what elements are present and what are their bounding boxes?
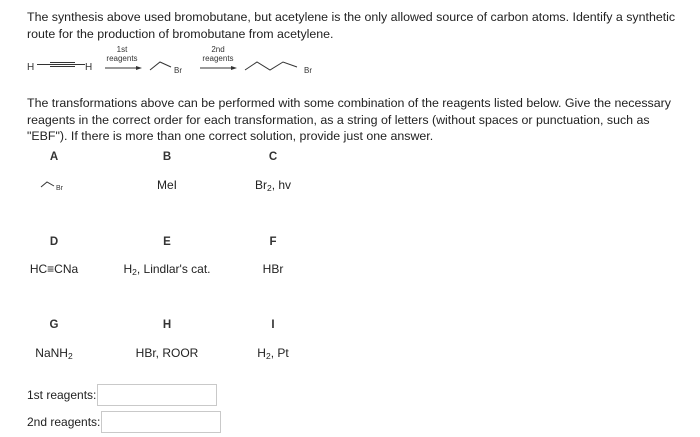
reaction-scheme (0, 0, 700, 90)
second-reagents-input[interactable] (101, 411, 221, 433)
reagent-d: HC≡CNa (29, 262, 79, 276)
reaction-arrow-2-head (231, 66, 237, 70)
bromobutane-skeleton (245, 62, 297, 70)
triple-bond (37, 63, 75, 67)
reagent-a-structure (38, 175, 78, 195)
transformations-instructions: The transformations above can be performed with some combination of the reagents listed below. Give the necessary reagents in the correct order for each transformation, as a string of letters (without spaces or punctuation, such as "EBF"). If there is more than one correct solution, provide just one answer. (27, 96, 671, 143)
arrow2-step: 2nd (211, 45, 225, 54)
product-br: Br (304, 66, 312, 75)
reagent-letter-h: H (162, 319, 172, 331)
reagent-letter-b: B (162, 151, 172, 163)
reagent-h: HBr, ROOR (135, 346, 199, 360)
intermediate-br: Br (174, 66, 182, 75)
reagent-letter-a: A (49, 151, 59, 163)
reagent-letter-c: C (268, 151, 278, 163)
reagent-letter-f: F (269, 236, 277, 248)
second-reagents-label: 2nd reagents: (27, 415, 101, 429)
arrow1-step: 1st (116, 45, 128, 54)
bromoethane-skeleton (150, 62, 171, 70)
reagent-letter-i: I (271, 319, 275, 331)
first-reagents-label: 1st reagents: (27, 388, 97, 402)
reagent-f: HBr (262, 262, 284, 276)
arrow1-label: reagents (106, 54, 138, 63)
question-intro: The synthesis above used bromobutane, but acetylene is the only allowed source of carbon atoms. Identify a synthetic route for the production of bromobutane from acetylene. (27, 10, 676, 41)
reagent-g: NaNH$_2$ (35, 346, 73, 361)
reagent-e: $H_2$, Lindlar's cat. (123, 262, 211, 277)
reagent-letter-g: G (49, 319, 59, 331)
reaction-arrow-1-head (136, 66, 142, 70)
reagent-letter-d: D (49, 236, 59, 248)
reagent-letter-e: E (163, 236, 171, 248)
reagent-c: $Br_2$, hv (254, 178, 292, 193)
arrow2-label: reagents (202, 54, 234, 63)
reagent-b: MeI (156, 178, 177, 192)
acetylene-h-right: H (85, 62, 93, 73)
first-reagents-input[interactable] (97, 384, 217, 406)
reagent-i: $H_2$, Pt (257, 346, 289, 361)
svg-text:Br: Br (56, 185, 63, 192)
acetylene-h-left: H (27, 62, 35, 73)
